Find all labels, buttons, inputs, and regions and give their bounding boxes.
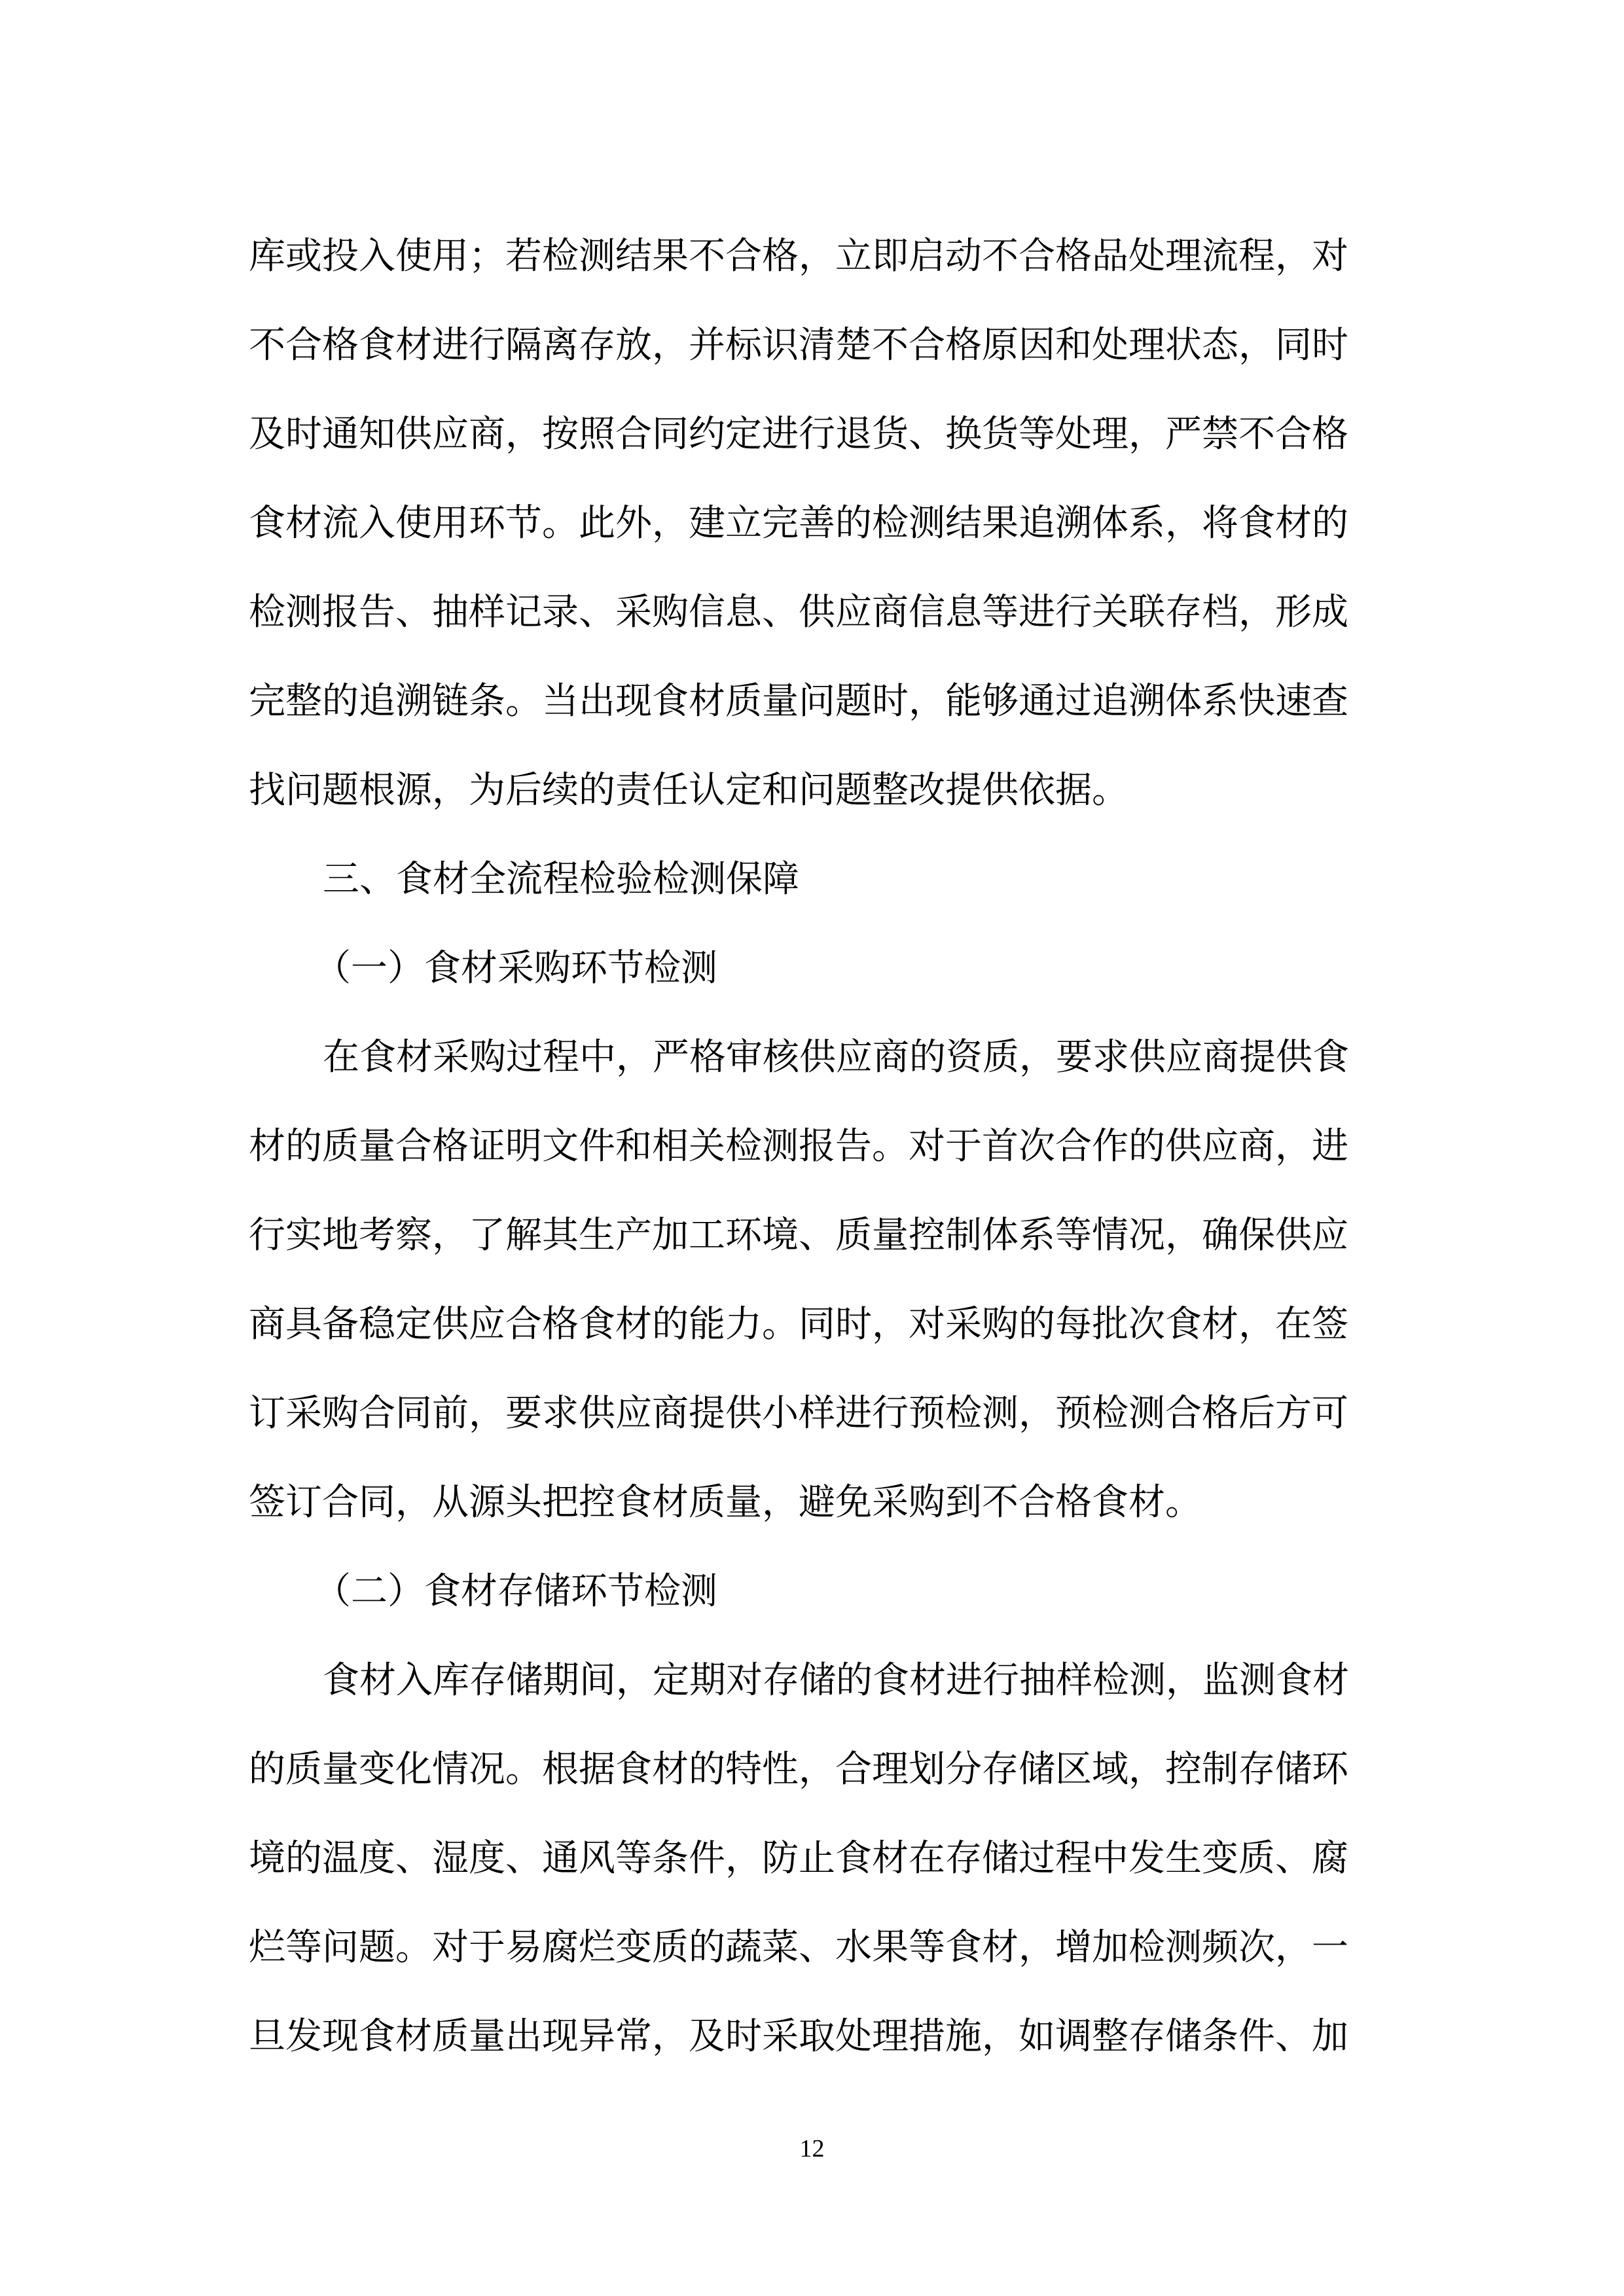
body-text-line: 检测报告、抽样记录、采购信息、供应商信息等进行关联存档，形成: [249, 591, 1348, 634]
section-heading: 三、食材全流程检验检测保障: [323, 858, 799, 901]
body-text-line: 烂等问题。对于易腐烂变质的蔬菜、水果等食材，增加检测频次，一: [249, 1926, 1348, 1969]
body-text-line: 旦发现食材质量出现异常，及时采取处理措施，如调整存储条件、加: [249, 2015, 1348, 2058]
subsection-heading: （二）食材存储环节检测: [314, 1570, 717, 1613]
body-text-line: 签订合同，从源头把控食材质量，避免采购到不合格食材。: [249, 1481, 1202, 1524]
body-text-line: 在食材采购过程中，严格审核供应商的资质，要求供应商提供食: [323, 1036, 1349, 1079]
body-text-line: 及时通知供应商，按照合同约定进行退货、换货等处理，严禁不合格: [249, 413, 1348, 456]
body-text-line: 完整的追溯链条。当出现食材质量问题时，能够通过追溯体系快速查: [249, 680, 1348, 723]
body-text-line: 找问题根源，为后续的责任认定和问题整改提供依据。: [249, 769, 1128, 812]
page-number: 12: [799, 2135, 825, 2162]
body-text-line: 材的质量合格证明文件和相关检测报告。对于首次合作的供应商，进: [249, 1125, 1348, 1168]
body-text-line: 食材流入使用环节。此外，建立完善的检测结果追溯体系，将食材的: [249, 502, 1348, 545]
body-text-line: 不合格食材进行隔离存放，并标识清楚不合格原因和处理状态，同时: [249, 324, 1348, 367]
body-text-line: 食材入库存储期间，定期对存储的食材进行抽样检测，监测食材: [323, 1659, 1349, 1702]
body-text-line: 订采购合同前，要求供应商提供小样进行预检测，预检测合格后方可: [249, 1392, 1348, 1435]
body-text-line: 库或投入使用；若检测结果不合格，立即启动不合格品处理流程，对: [249, 235, 1348, 278]
body-text-line: 境的温度、湿度、通风等条件，防止食材在存储过程中发生变质、腐: [249, 1837, 1348, 1880]
subsection-heading: （一）食材采购环节检测: [314, 947, 717, 990]
body-text-line: 商具备稳定供应合格食材的能力。同时，对采购的每批次食材，在签: [249, 1303, 1348, 1346]
body-text-line: 的质量变化情况。根据食材的特性，合理划分存储区域，控制存储环: [249, 1748, 1348, 1791]
body-text-line: 行实地考察，了解其生产加工环境、质量控制体系等情况，确保供应: [249, 1214, 1348, 1257]
